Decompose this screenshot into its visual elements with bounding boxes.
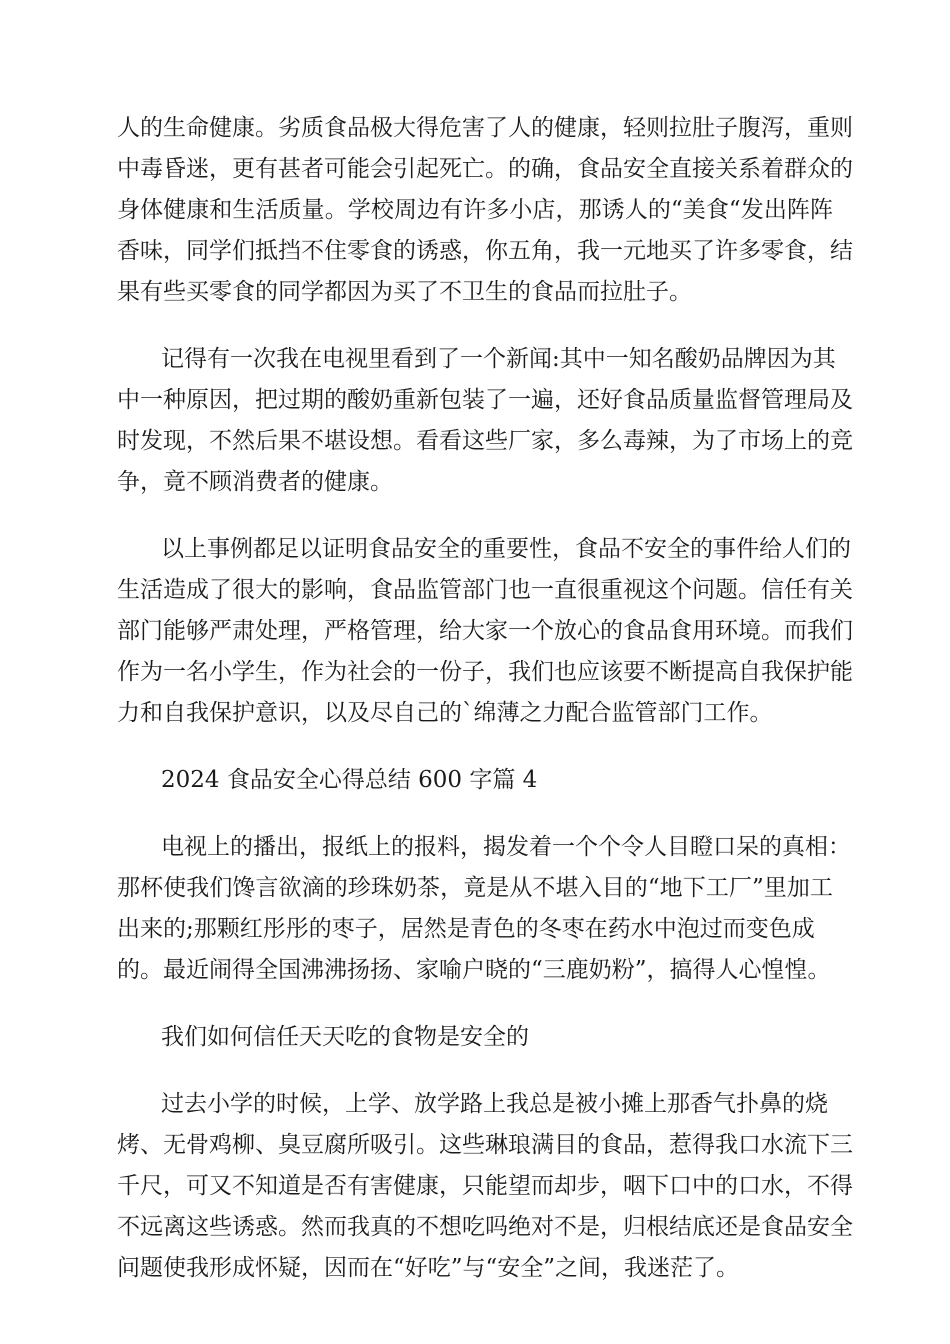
text-line: 不远离这些诱惑。然而我真的不想吃吗绝对不是，归根结底还是食品安全 (117, 1214, 853, 1240)
text-line: 中一种原因，把过期的酸奶重新包装了一遍，还好食品质量监督管理局及 (117, 387, 853, 413)
text-line: 香味，同学们抵挡不住零食的诱惑，你五角，我一元地买了许多零食，结 (117, 238, 853, 264)
paragraph-1 (117, 108, 853, 313)
text-line: 千尺，可又不知道是否有害健康，只能望而却步，咽下口中的口水，不得 (117, 1173, 853, 1199)
text-line: 争，竟不顾消费者的健康。 (117, 469, 393, 495)
paragraph-5 (117, 1017, 833, 1058)
text-line: 出来的;那颗红彤彤的枣子，居然是青色的冬枣在药水中泡过而变色成 (117, 916, 815, 942)
text-line: 时发现，不然后果不堪设想。看看这些厂家，多么毒辣，为了市场上的竞 (117, 428, 853, 454)
text-line: 问题使我形成怀疑，因而在“好吃”与“安全”之间，我迷茫了。 (117, 1255, 740, 1281)
document-body (117, 108, 853, 1315)
text-line: 部门能够严肃处理，严格管理，给大家一个放心的食品食用环境。而我们 (117, 618, 853, 644)
text-line: 我们如何信任天天吃的食物是安全的 (161, 1024, 529, 1050)
paragraph-6 (117, 1084, 853, 1289)
text-line: 电视上的播出，报纸上的报料，揭发着一个个令人目瞪口呆的真相： (161, 834, 851, 860)
text-line: 果有些买零食的同学都因为买了不卫生的食品而拉肚子。 (117, 279, 692, 305)
text-line: 力和自我保护意识，以及尽自己的`绵薄之力配合监管部门工作。 (117, 700, 773, 726)
text-line: 人的生命健康。劣质食品极大得危害了人的健康，轻则拉肚子腹泻，重则 (117, 115, 853, 141)
text-line: 那杯使我们馋言欲滴的珍珠奶茶，竟是从不堪入目的“地下工厂”里加工 (117, 875, 833, 901)
text-line: 中毒昏迷，更有甚者可能会引起死亡。的确，食品安全直接关系着群众的 (117, 156, 853, 182)
text-line: 作为一名小学生，作为社会的一份子，我们也应该要不断提高自我保护能 (117, 659, 853, 685)
text-line: 记得有一次我在电视里看到了一个新闻:其中一知名酸奶品牌因为其 (161, 346, 836, 372)
text-line: 生活造成了很大的影响，食品监管部门也一直很重视这个问题。信任有关 (117, 577, 853, 603)
text-line: 身体健康和生活质量。学校周边有许多小店，那诱人的“美食“发出阵阵 (117, 197, 833, 223)
text-line: 以上事例都足以证明食品安全的重要性，食品不安全的事件给人们的 (161, 536, 851, 562)
text-line: 烤、无骨鸡柳、臭豆腐所吸引。这些琳琅满目的食品，惹得我口水流下三 (117, 1132, 853, 1158)
paragraph-4 (117, 827, 851, 991)
paragraph-3 (117, 529, 853, 734)
paragraph-2 (117, 339, 853, 503)
section-heading-text: 2024 食品安全心得总结 600 字篇 4 (161, 767, 538, 793)
section-heading (117, 760, 833, 801)
text-line: 的。最近闹得全国沸沸扬扬、家喻户晓的“三鹿奶粉”，搞得人心惶惶。 (117, 957, 831, 983)
text-line: 过去小学的时候，上学、放学路上我总是被小摊上那香气扑鼻的烧 (161, 1091, 828, 1117)
